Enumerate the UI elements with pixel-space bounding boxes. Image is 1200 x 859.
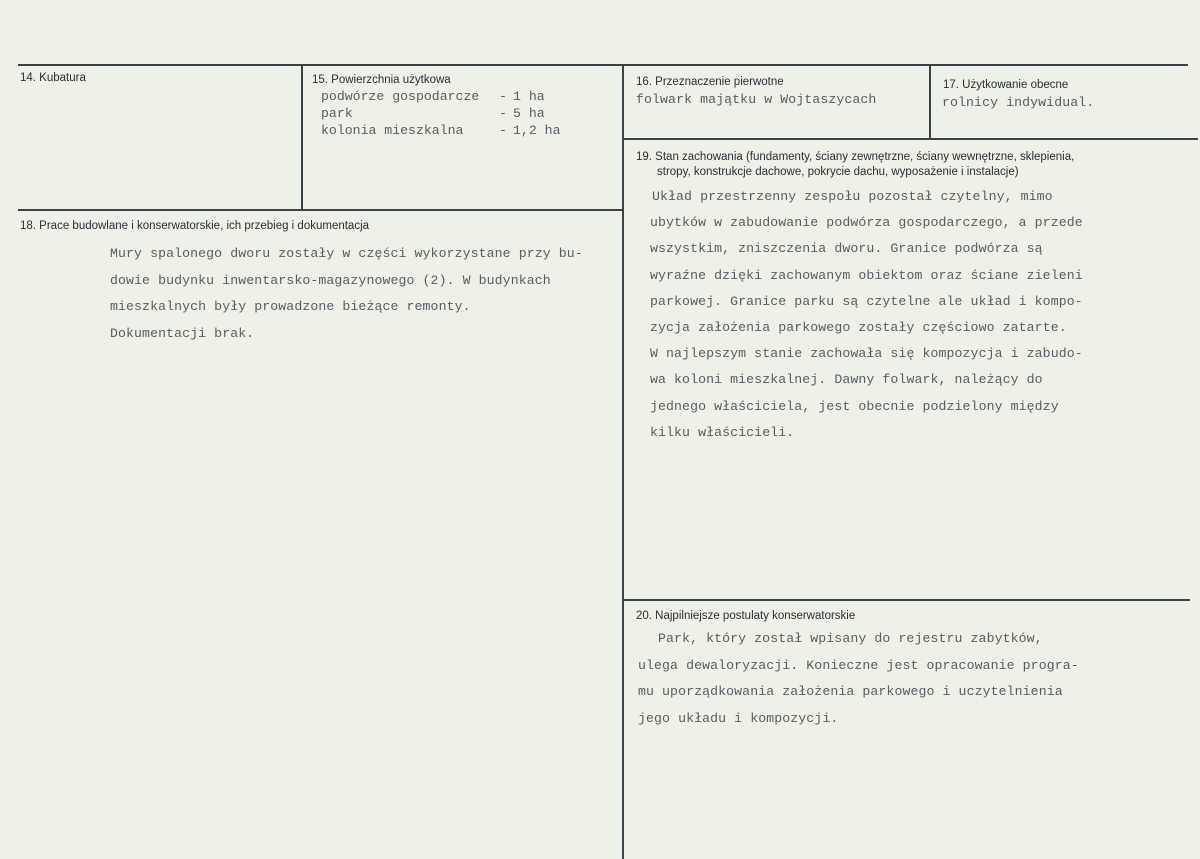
text-line: wyraźne dzięki zachowanym obiektom oraz ściane zieleni bbox=[650, 267, 1083, 283]
rule-under-16 bbox=[624, 138, 1198, 140]
text-line: zycja założenia parkowego zostały częściowo zatarte. bbox=[650, 320, 1067, 336]
usable-area-row bbox=[321, 105, 560, 122]
section-18-label: 18. Prace budowlane i konserwatorskie, ich przebieg i dokumentacja bbox=[20, 220, 370, 232]
text-line: mu uporządkowania założenia parkowego i uczytelnienia bbox=[638, 684, 1063, 699]
text-line: W najlepszym stanie zachowała się kompozycja i zabudo- bbox=[650, 346, 1083, 362]
area-dash: - bbox=[499, 123, 507, 138]
section-14-label: 14. Kubatura bbox=[20, 72, 86, 84]
text-line: mieszkalnych były prowadzone bieżące remonty. bbox=[110, 299, 471, 314]
text-line: jednego właściciela, jest obecnie podzielony między bbox=[650, 398, 1059, 414]
rule-above-20 bbox=[622, 599, 1190, 601]
section-18-text bbox=[110, 241, 583, 347]
text-line: ubytków w zabudowanie podwórza gospodarczego, a przede bbox=[650, 215, 1083, 231]
area-dash: - bbox=[499, 89, 507, 104]
area-name: park bbox=[321, 106, 353, 121]
section-20-label: 20. Najpilniejsze postulaty konserwatorskie bbox=[636, 610, 856, 622]
section-17-text: rolnicy indywidual. bbox=[942, 95, 1095, 110]
area-dash: - bbox=[499, 106, 507, 121]
text-line: Układ przestrzenny zespołu pozostał czytelny, mimo bbox=[652, 189, 1053, 204]
usable-area-row bbox=[321, 122, 560, 139]
section-15-label: 15. Powierzchnia użytkowa bbox=[312, 74, 451, 86]
section-20-text bbox=[638, 626, 1079, 732]
area-value: 1,2 ha bbox=[513, 123, 561, 138]
text-line: ulega dewaloryzacji. Konieczne jest opracowanie progra- bbox=[638, 657, 1079, 673]
section-16-label: 16. Przeznaczenie pierwotne bbox=[636, 76, 784, 88]
section-19-text bbox=[650, 184, 1083, 446]
text-line: Park, który został wpisany do rejestru zabytków, bbox=[658, 631, 1043, 646]
text-line: Mury spalonego dworu zostały w części wykorzystane przy bu- bbox=[110, 246, 583, 261]
section-17-label: 17. Użytkowanie obecne bbox=[943, 79, 1069, 91]
text-line: dowie budynku inwentarsko-magazynowego (2). W budynkach bbox=[110, 272, 551, 288]
top-rule bbox=[18, 64, 1188, 66]
usable-area-row bbox=[321, 88, 560, 105]
divider-14-15 bbox=[301, 64, 303, 209]
area-value: 5 ha bbox=[513, 106, 545, 121]
usable-area-list bbox=[321, 88, 560, 139]
area-value: 1 ha bbox=[513, 89, 545, 104]
text-line: jego układu i kompozycji. bbox=[638, 710, 839, 726]
area-name: kolonia mieszkalna bbox=[321, 123, 464, 138]
section-19-label-line1: 19. Stan zachowania (fundamenty, ściany zewnętrzne, ściany wewnętrzne, sklepienia, bbox=[636, 151, 1075, 163]
rule-under-14-15 bbox=[18, 209, 624, 211]
area-name: podwórze gospodarcze bbox=[321, 89, 480, 104]
section-19-label-line2: stropy, konstrukcje dachowe, pokrycie dachu, wyposażenie i instalacje) bbox=[657, 166, 1019, 178]
divider-left-right bbox=[622, 64, 624, 859]
divider-16-17 bbox=[929, 64, 931, 139]
text-line: Dokumentacji brak. bbox=[110, 325, 255, 341]
text-line: parkowej. Granice parku są czytelne ale układ i kompo- bbox=[650, 293, 1083, 309]
section-16-text: folwark majątku w Wojtaszycach bbox=[636, 92, 877, 107]
text-line: kilku właścicieli. bbox=[650, 424, 795, 440]
text-line: wszystkim, zniszczenia dworu. Granice podwórza są bbox=[650, 241, 1043, 257]
text-line: wa koloni mieszkalnej. Dawny folwark, należący do bbox=[650, 372, 1043, 388]
